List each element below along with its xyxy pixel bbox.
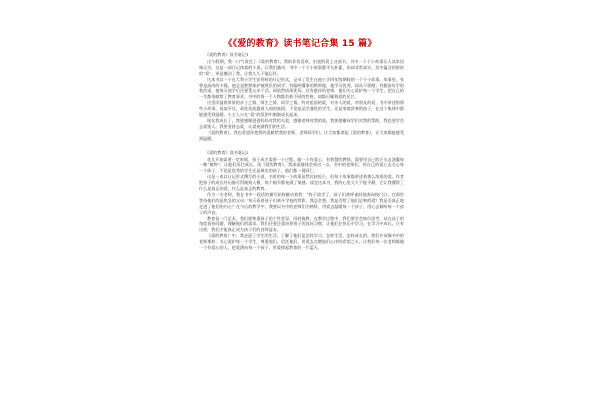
paragraph: 这本书以一个在大利小学生安利柯的日记形式，记录了发生在他小学四年级期间的一个个小故事。故事里，有曾是高尚的卡隆，他总是默默保护被欺负的同学；有聪明懂事的斯带地，他学习优秀，却从不骄傲；有勤奋好学的勃西诺，他每天放学后还要帮父亲干活，却依然成绩优异。还有慈祥的老师，他们关心爱护每一个学生，把自己的一生都奉献给了教育事业。书中的每一个人物都有着不同的性格，却都闪耀着爱的光芒。 <box>199 76 404 100</box>
paragraph: 教育是一门艺术，我们要尊重孩子的个性差异，因材施教。在教学过程中，我们要学会换位思考，站在孩子的角度看待问题，理解他们的需求。我们还要注重培养孩子的良好习惯，让他们在快乐中学习，在学习中成长。只有这样，我们才能真正成为孩子们的良师益友。 <box>199 215 404 233</box>
section-heading-1: 《爱的教育》读书笔记1 <box>205 52 249 57</box>
paragraph: 现在我成长了，我要感谢爸爸妈妈对我的关爱，感谢老师对我的爱，我要感谢同学们对我的帮助，我也要学会去爱别人。我要坚持去爱，让爱充满我们的生活。 <box>199 117 404 129</box>
paragraph: 花儿开放需要一定时间，孩子成才需要一个过程。做一个有爱心、有智慧的教师，需要用自己的汗水去浇灌每一株“植物”，让他们茁壮成长。读《爱的教育》，我深深地体会到这一点。书中的老师们，用自己的爱心去关心每一个孩子，不论是优秀的学生还是调皮的孩子，他们都一视同仁。 <box>199 156 404 174</box>
section-heading-2: 《爱的教育》读书笔记2 <box>205 149 249 155</box>
paragraph: 作为一名老师，我在书中一段话的描写始终触动着我：“终于放学了，孩子们欢呼雀跃地奔向校门口，在那里等待他们的是焦急的父母。”每天看着孩子们离开学校的背影，我总会想，我是否给了他们足够的爱？我是否真正地走进了他们的内心？在今后的教学中，我要以书中的老师们为榜样，用爱去温暖每一个孩子，用心去倾听每一个孩子的声音。 <box>199 191 404 215</box>
paragraph: 《爱的教育》中，我走进了学生的生活，了解了他们是怎样学习，怎样生活，怎样成长的。我们应该像书中的老师那样，关心爱护每一个学生，尊重他们，信任他们，用爱去点燃他们心中的希望之火。让我们每一位老师都做一个有爱心的人，把爱洒向每一个孩子，用爱撑起教育的一片蓝天。 <box>199 233 404 251</box>
document-title: 《《爱的教育》读书笔记合集 15 篇》 <box>223 39 377 49</box>
paragraph: 这里洋溢着浓浓的亲子之情、师生之情、同学之情，有对祖国的爱，对亲人的爱，对朋友的爱。书中讲述的那些小故事，看似平凡，却处处流露着人间的真情。不论是品学兼优的学生，还是家境贫寒的孩子，在这个集体中都能感受到温暖。小主人公在“爱”的氛围中渐渐成长起来。 <box>199 100 404 118</box>
paragraph: 《爱的教育》，我也希望你把我的爱献给我的老师，老师同学们，让大家都拿起《爱的教育》，让大家都能感受到温暖。 <box>199 129 404 141</box>
document-body <box>199 50 404 251</box>
section-gap <box>199 142 404 148</box>
paragraph: 这是一本以日记形式撰写的小说，书里的每一个故事虽然比较短小，但每个故事都讲述着那么浓厚的爱。作者把孩子的成长经历描写得细致入微，每个细节都充满了情感。读完这本书，我的心里久久不能平静，它让我懂得了什么是真正的爱，什么是真正的教育。 <box>199 174 404 192</box>
paragraph: 这个假期，我一口气读完了《爱的教育》，我的非常喜欢，由衷的爱上这部书。书中一个个小故事让人读来回味无穷，这是一部日记体裁的小说，让我们激动：书中一个个小故事都平凡朴素，但却非常真实，其中蕴含的浓浓的“爱”，更是撼动了我，让我久久不能忘怀。 <box>199 58 404 76</box>
